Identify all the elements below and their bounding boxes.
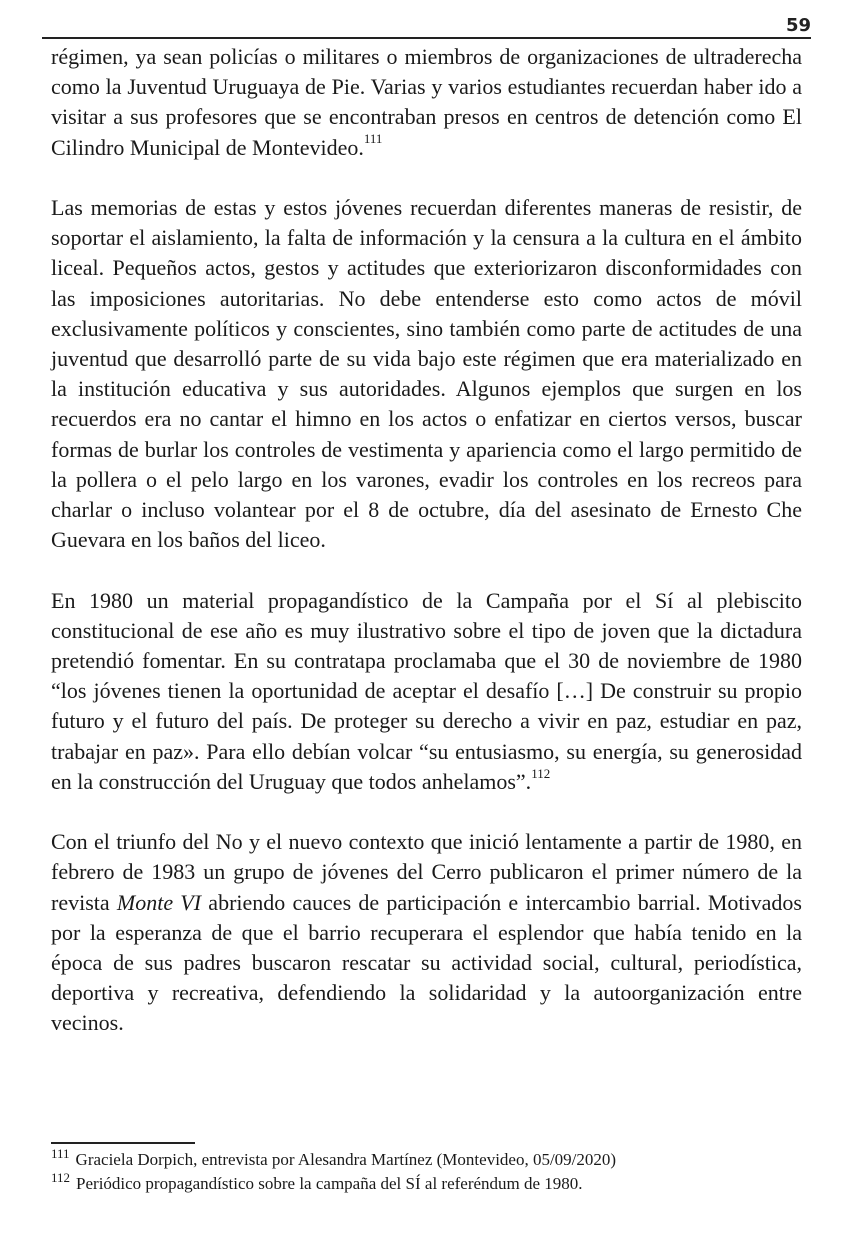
paragraph-4-text-after: abriendo cauces de participación e intercambio barrial. Motivados por la esperanza de que el barrio recuperara el esplendor que había tenido en la época de sus padres buscaron rescatar su actividad social, cultural, periodística, deportiva y recreativa, defendiendo la solidaridad y la autoorganización entre vecinos. xyxy=(51,889,802,1036)
footnote-number: 112 xyxy=(51,1170,71,1186)
magazine-title: Monte VI xyxy=(116,889,202,915)
paragraph-1 xyxy=(51,42,802,163)
body-text xyxy=(51,42,802,1069)
footnotes xyxy=(51,1148,811,1196)
footnote-ref-112[interactable]: 112 xyxy=(531,765,551,781)
paragraph-4 xyxy=(51,827,802,1038)
footnote-number: 111 xyxy=(51,1146,70,1162)
paragraph-3-text: En 1980 un material propagandístico de la Campaña por el Sí al plebiscito constitucional de ese año es muy ilustrativo sobre el tipo de joven que la dictadura pretendió fomentar. En su contratapa proclamaba que el 30 de noviembre de 1980 “los jóvenes tienen la oportunidad de aceptar el desafío […] De construir su propio futuro y el futuro del país. De proteger su derecho a vivir en paz, estudiar en paz, trabajar en paz». Para ello debían volcar “su entusiasmo, su energía, su generosidad en la construcción del Uruguay que todos anhelamos”. xyxy=(51,587,802,794)
footnote-text: Periódico propagandístico sobre la campaña del SÍ al referéndum de 1980. xyxy=(76,1174,583,1193)
footnote-rule xyxy=(51,1142,195,1144)
paragraph-2: Las memorias de estas y estos jóvenes recuerdan diferentes maneras de resistir, de soportar el aislamiento, la falta de información y la censura a la cultura en el ámbito liceal. Pequeños actos, gestos y actitudes que exteriorizaron disconformidades con las imposiciones autoritarias. No debe entenderse esto como actos de móvil exclusivamente políticos y conscientes, sino también como parte de actitudes de una juventud que desarrolló parte de su vida bajo este régimen que era materializado en la institución educativa y sus autoridades. Algunos ejemplos que surgen en los recuerdos era no cantar el himno en los actos o enfatizar en ciertos versos, buscar formas de burlar los controles de vestimenta y apariencia como el largo permitido de la pollera o el pelo largo en los varones, evadir los controles en los recreos para charlar o incluso volantear por el 8 de octubre, día del asesinato de Ernesto Che Guevara en los baños del liceo. xyxy=(51,195,802,553)
paragraph-4-text-before: Con el triunfo del No y el nuevo contexto que inició lentamente a partir de 1980, en febrero de 1983 un grupo de jóvenes del Cerro publicaron el primer número de la revista xyxy=(51,829,802,915)
paragraph-3 xyxy=(51,586,802,797)
header-rule xyxy=(42,37,811,39)
page-number: 59 xyxy=(785,15,811,36)
footnote-112 xyxy=(51,1172,811,1196)
footnote-ref-111[interactable]: 111 xyxy=(363,131,383,147)
footnote-111 xyxy=(51,1148,811,1172)
footnote-text: Graciela Dorpich, entrevista por Alesandra Martínez (Montevideo, 05/09/2020) xyxy=(75,1150,617,1169)
paragraph-1-text: régimen, ya sean policías o militares o miembros de organizaciones de ultraderecha como la Juventud Uruguaya de Pie. Varias y varios estudiantes recuerdan haber ido a visitar a sus profesores que se encontraban presos en centros de detención como El Cilindro Municipal de Montevideo. xyxy=(51,44,802,160)
